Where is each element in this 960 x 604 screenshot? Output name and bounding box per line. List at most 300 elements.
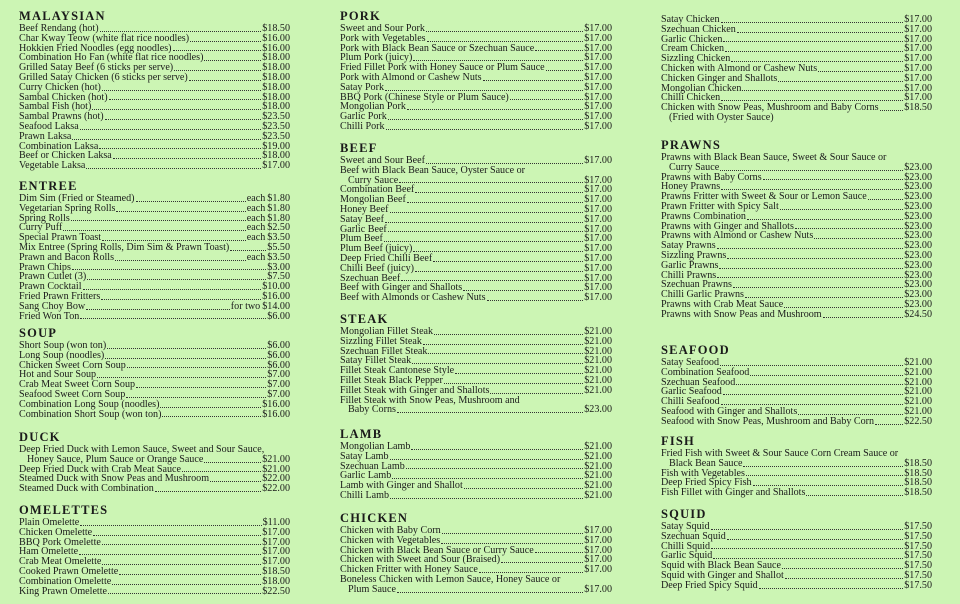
item-price: $17.00 [904,72,932,84]
item-price: $21.00 [904,396,932,408]
dot-leader [441,543,583,544]
item-name: Chilli Squid [661,540,711,552]
item-note: each [246,222,266,234]
item-name: Combination Long Soup (noodles) [19,398,160,410]
dot-leader [720,170,903,171]
item-name: Satay Squid [661,521,710,532]
item-price: $23.00 [904,298,932,310]
dot-leader [719,268,903,269]
dot-leader [102,240,246,241]
dot-leader [86,309,230,310]
dot-leader [386,129,584,130]
item-name: Garlic Prawns [661,259,719,271]
item-price: $18.50 [904,457,932,469]
item-price: $21.00 [584,365,612,377]
item-note: each [246,193,266,204]
dot-leader [880,110,904,111]
dot-leader [97,377,266,378]
item-name: Fish Fillet with Ginger and Shallots [661,487,806,499]
item-name: Deep Fried Duck with Crab Meat Sauce [19,463,182,475]
dot-leader [778,81,903,82]
item-name: Fish with Vegetables [661,467,745,479]
item-price: $17.00 [584,194,612,206]
dot-leader [162,416,261,417]
dot-leader [747,219,903,220]
dot-leader [753,485,904,486]
section-title: OMELETTES [19,503,109,517]
dot-leader [785,578,903,579]
dot-leader [87,279,266,280]
item-price: $21.00 [904,366,932,378]
item-name: Beef Rendang (hot) [19,23,99,34]
item-price: $7.00 [267,388,290,400]
section-pork [340,10,612,132]
dot-leader [733,287,903,288]
item-price: $21.00 [584,345,612,357]
item-name: Ham Omelette [19,546,79,558]
dot-leader [736,384,903,385]
dot-leader [105,358,266,359]
item-name-cont: Curry Sauce [348,174,399,186]
dot-leader [83,289,262,290]
section-entree [19,180,290,321]
dot-leader [759,588,904,589]
item-price: $21.00 [262,453,290,465]
item-name: Fillet Steak with Snow Peas, Mushroom and [340,394,520,406]
item-name: Prawns with Snow Peas and Mushroom [661,308,822,320]
item-price: $23.00 [584,404,612,416]
dot-leader [743,466,903,467]
item-name: Combination Seafood [661,366,750,378]
item-name: Sambal Fish (hot) [19,101,92,113]
item-price: $18.00 [262,575,290,587]
item-price: $3.00 [267,261,290,273]
item-name: Squid with Ginger and Shallot [661,569,784,581]
item-name: Sang Choy Bow [19,300,86,312]
dot-leader [113,158,261,159]
dot-leader [204,60,261,61]
item-name: Pork with Almond or Cashew Nuts [340,71,482,83]
menu-item [340,122,612,132]
item-price: $17.00 [584,120,612,132]
dot-leader [204,462,261,463]
dot-leader [99,148,261,149]
item-name: Satay Seafood [661,357,720,368]
item-price: $22.50 [904,415,932,427]
item-name: Cooked Prawn Omelette [19,565,119,577]
item-name: Prawn and Bacon Rolls [19,251,115,263]
item-name: Pork with Vegetables [340,32,426,44]
item-name: Combination Omelette [19,575,112,587]
item-name: Garlic Chicken [661,33,723,45]
dot-leader [487,300,584,301]
item-price: $17.00 [262,536,290,548]
item-price: $23.00 [904,240,932,252]
dot-leader [109,99,262,100]
menu-item [340,585,612,595]
item-name: Plain Omelette [19,517,80,528]
dot-leader [112,584,261,585]
item-price: $17.00 [584,81,612,93]
dot-leader [426,163,583,164]
item-name: Chilli Chicken [661,92,721,104]
item-name: Cream Chicken [661,43,725,55]
menu-item [661,581,932,591]
item-name: Seafood with Ginger and Shallots [661,405,798,417]
item-price: $17.00 [584,272,612,284]
item-name: Plum Beef (juicy) [340,243,413,255]
dot-leader [464,488,583,489]
item-name: Mongolian Chicken [661,82,742,94]
dot-leader [444,383,583,384]
item-name: Szechuan Fillet Steak [340,345,428,357]
item-name: Szechuan Chicken [661,23,736,35]
item-price: $21.00 [262,463,290,475]
dot-leader [63,230,246,231]
dot-leader [731,61,903,62]
menu-item-line [661,113,932,123]
item-name: Chilli Prawns [661,269,717,281]
item-name: Satay Prawns [661,240,716,252]
item-note: each [246,202,266,214]
item-price: $3.50 [267,251,290,263]
item-name: Garlic Pork [340,111,387,123]
dot-leader [818,71,903,72]
item-price: $16.00 [262,408,290,420]
item-name: Fried Won Ton [19,310,80,322]
item-name-cont: (Fried with Oyster Sauce) [669,111,774,123]
dot-leader [463,290,583,291]
item-name: Mongolian Beef [340,194,406,206]
item-name-cont: Baby Corns [348,404,396,416]
dot-leader [182,471,261,472]
dot-leader [426,31,583,32]
dot-leader [79,554,261,555]
dot-leader [385,90,583,91]
item-name: Deep Fried Spicy Squid [661,579,758,591]
item-price: $17.00 [584,23,612,34]
item-name: Grilled Satay Chicken (6 sticks per serve) [19,71,188,83]
dot-leader [100,31,262,32]
section-title: CHICKEN [340,511,409,525]
dot-leader [806,495,903,496]
item-name: Beef with Almonds or Cashew Nuts [340,292,486,304]
item-name: Fried Fish with Sweet & Sour Sauce Corn Cream Sauce or [661,448,899,459]
dot-leader [92,109,261,110]
dot-leader [189,80,261,81]
item-name: BBQ Pork Omelette [19,536,101,548]
item-name: Prawns with Ginger and Shallots [661,220,794,232]
section-prawns [661,139,932,320]
section-title: MALAYSIAN [19,9,106,23]
item-price: $17.00 [584,583,612,595]
item-name: Garlic Seafood [661,386,722,398]
item-name: Lamb with Ginger and Shallot [340,480,463,492]
menu-item [661,310,932,320]
item-price: $17.50 [904,550,932,562]
item-price: $17.00 [584,32,612,44]
item-name: Prawns with Baby Corns [661,171,762,183]
item-name: Seafood Sweet Corn Soup [19,388,126,400]
dot-leader [483,80,584,81]
item-price: $17.00 [584,111,612,123]
item-price: $17.00 [584,62,612,74]
item-name: Short Soup (won ton) [19,340,107,351]
dot-leader [723,394,903,395]
item-price: $22.00 [262,473,290,485]
dot-leader [442,533,584,534]
item-name: Combination Laksa [19,140,99,152]
item-price: $21.00 [904,376,932,388]
item-name: Prawn Fritter with Spicy Salt [661,200,779,212]
item-price: $17.50 [904,521,932,532]
dot-leader [510,99,583,100]
dot-leader [434,334,583,335]
item-name: Char Kway Teow (white flat rice noodles) [19,32,190,44]
item-name: Chicken Fritter with Honey Sauce [340,564,478,576]
item-price: $21.00 [584,470,612,482]
item-name: Szechuan Seafood [661,376,736,388]
item-name: Mongolian Pork [340,101,406,113]
item-price: $21.00 [584,335,612,347]
item-name: Szechuan Squid [661,530,726,542]
item-name: Squid with Black Bean Sauce [661,560,781,572]
dot-leader [423,344,583,345]
section-omelettes [19,504,290,596]
dot-leader [721,404,904,405]
dot-leader [390,498,583,499]
section-title: STEAK [340,312,389,326]
dot-leader [230,250,266,251]
item-name: Curry Chicken (hot) [19,81,101,93]
dot-leader [717,248,904,249]
item-note: each [246,232,266,244]
section-chicken2 [661,15,932,123]
item-name: Prawns Fritter with Sweet & Sour or Lemon Sauce [661,191,867,203]
item-name: Garlic Beef [340,223,387,235]
item-price: $23.00 [904,210,932,222]
item-name: Vegetarian Spring Rolls [19,202,116,214]
dot-leader [384,241,583,242]
dot-leader [721,100,903,101]
dot-leader [108,593,261,594]
item-price: $7.50 [267,271,290,283]
item-price: $21.00 [584,384,612,396]
dot-leader [105,119,262,120]
section-title: ENTREE [19,179,78,193]
dot-leader [750,375,903,376]
item-name: Hokkien Fried Noodles (egg noodles) [19,42,172,54]
dot-leader [535,552,584,553]
item-price: $21.00 [584,460,612,472]
item-name: Mongolian Fillet Steak [340,326,434,337]
item-price: $23.00 [904,161,932,173]
menu-item [661,488,932,498]
item-name: Fried Fillet Pork with Honey Sauce or Plum Sauce [340,62,545,74]
item-name: Chilli Garlic Prawns [661,289,744,301]
dot-leader [102,564,261,565]
dot-leader [406,468,583,469]
item-price: $18.50 [262,23,290,34]
item-name: Satay Chicken [661,14,720,25]
dot-leader [126,397,266,398]
item-name: Chicken with Almond or Cashew Nuts [661,62,818,74]
dot-leader [711,548,903,549]
item-price: $23.00 [904,259,932,271]
section-title: SEAFOOD [661,343,730,357]
item-name: Satay Fillet Steak [340,355,412,367]
item-name: Sizzling Chicken [661,53,731,65]
dot-leader [721,22,904,23]
dot-leader [411,449,583,450]
item-price: $17.50 [904,530,932,542]
dot-leader [780,209,903,210]
item-price: $18.50 [262,565,290,577]
item-name: Combination Beef [340,184,415,196]
dot-leader [413,60,583,61]
item-price: $10.00 [262,281,290,293]
section-lamb [340,428,612,501]
dot-leader [115,260,246,261]
dot-leader [390,459,584,460]
item-price: $21.00 [904,357,932,368]
item-name: Chicken Sweet Corn Soup [19,359,126,371]
item-name: Crab Meat Sweet Corn Soup [19,379,136,391]
item-price: $23.00 [904,289,932,301]
item-note: each [246,251,266,263]
item-price: $17.50 [904,579,932,591]
item-name: Honey Beef [340,203,389,215]
dot-leader [190,41,261,42]
item-price: $23.00 [904,220,932,232]
dot-leader [742,90,903,91]
dot-leader [136,387,266,388]
item-price: $17.50 [904,569,932,581]
item-name: Szechuan Beef [340,272,401,284]
item-price: $17.00 [262,546,290,558]
item-name: Chicken with Baby Corn [340,525,441,536]
dot-leader [546,70,584,71]
dot-leader [428,353,583,354]
dot-leader [93,535,261,536]
item-price: $17.00 [904,14,932,25]
section-duck [19,431,290,494]
dot-leader [86,168,261,169]
dot-leader [119,574,261,575]
menu-item [340,491,612,501]
dot-leader [727,539,903,540]
item-price: $18.00 [262,101,290,113]
dot-leader [390,212,584,213]
dot-leader [210,481,261,482]
item-price: $17.00 [584,534,612,546]
dot-leader [72,139,261,140]
item-name: Prawns with Almond or Cashew Nuts [661,230,814,242]
menu-item [340,405,612,415]
item-price: $6.00 [267,340,290,351]
item-price: $21.00 [584,489,612,501]
item-price: $17.00 [584,174,612,186]
dot-leader [415,192,583,193]
menu-item [19,587,290,597]
item-name: Spring Rolls [19,212,70,224]
dot-leader [102,544,261,545]
item-price: $21.00 [584,326,612,337]
item-name: Steamed Duck with Snow Peas and Mushroom [19,473,210,485]
item-price: $17.00 [584,243,612,255]
item-price: $1.80 [267,202,290,214]
item-price: $17.00 [904,62,932,74]
item-name: Deep Fried Spicy Fish [661,477,752,489]
dot-leader [407,202,583,203]
item-price: $23.50 [262,130,290,142]
item-name: Prawn Cocktail [19,281,82,293]
item-price: $23.00 [904,279,932,291]
item-price: $7.00 [267,379,290,391]
item-name: Honey Prawns [661,181,721,193]
menu-item [661,417,932,427]
item-price: $21.00 [584,450,612,462]
item-name: Pork with Black Bean Sauce or Szechuan Sauce [340,42,535,54]
item-name: BBQ Pork (Chinese Style or Plum Sauce) [340,91,509,103]
dot-leader [711,529,904,530]
dot-leader [136,201,246,202]
item-price: $17.00 [584,203,612,215]
item-price: $17.00 [584,292,612,304]
item-name: Sweet and Sour Pork [340,23,425,34]
dot-leader [127,367,266,368]
item-price: $2.50 [267,222,290,234]
item-name: Fried Prawn Fritters [19,290,101,302]
dot-leader [455,373,583,374]
section-title: SOUP [19,326,58,340]
item-price: $18.00 [262,150,290,162]
item-name: Beef with Black Bean Sauce, Oyster Sauce or [340,164,525,176]
dot-leader [535,50,583,51]
item-price: $23.00 [904,181,932,193]
item-price: $7.00 [267,369,290,381]
item-price: $17.00 [584,554,612,566]
item-price: $22.50 [262,585,290,597]
item-name: Chilli Lamb [340,489,390,501]
dot-leader [798,414,903,415]
item-name-cont: Black Bean Sauce [669,457,743,469]
item-price: $17.00 [584,262,612,274]
section-soup [19,327,290,419]
item-name: Sambal Chicken (hot) [19,91,108,103]
item-price: $16.00 [262,290,290,302]
item-price: $18.50 [904,467,932,479]
item-price: $18.00 [262,62,290,74]
section-beef [340,142,612,303]
dot-leader [107,348,266,349]
item-price: $1.80 [267,212,290,224]
item-price: $18.00 [262,71,290,83]
item-price: $21.00 [904,386,932,398]
item-name-cont: Plum Sauce [348,583,396,595]
dot-leader [501,562,583,563]
item-price: $19.00 [262,140,290,152]
item-name: Steamed Duck with Combination [19,483,154,495]
dot-leader [427,41,584,42]
item-price: $17.50 [904,560,932,572]
item-price: $17.00 [262,556,290,568]
item-price: $17.00 [584,91,612,103]
dot-leader [723,41,903,42]
item-price: $24.50 [904,308,932,320]
item-price: $17.00 [584,42,612,54]
item-name: Dim Sim (Fried or Steamed) [19,193,135,204]
